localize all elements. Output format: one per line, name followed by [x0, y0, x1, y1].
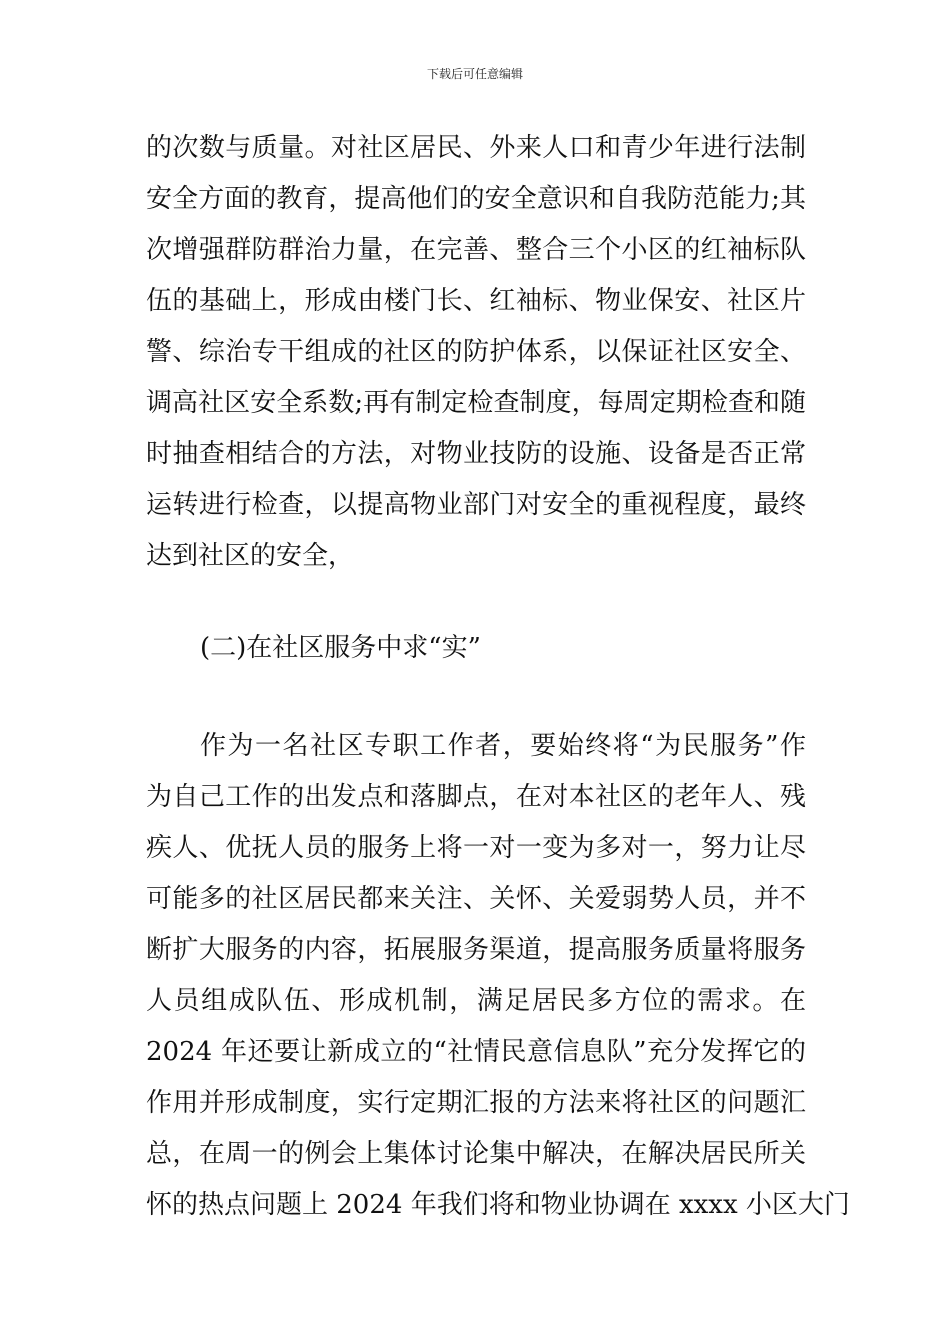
text-line: 时抽查相结合的方法，对物业技防的设施、设备是否正常	[146, 439, 806, 469]
text-line: 人员组成队伍、形成机制，满足居民多方位的需求。在	[146, 986, 806, 1016]
text-line: 2024 年还要让新成立的“社情民意信息队”充分发挥它的	[146, 1037, 806, 1067]
text-line: 伍的基础上，形成由楼门长、红袖标、物业保安、社区片	[146, 286, 806, 316]
text-line: 疾人、优抚人员的服务上将一对一变为多对一，努力让尽	[146, 833, 806, 863]
text-line: 达到社区的安全，	[146, 541, 355, 571]
text-line: 次增强群防群治力量，在完善、整合三个小区的红袖标队	[146, 235, 806, 265]
text-line: 怀的热点问题上 2024 年我们将和物业协调在 xxxx 小区大门	[146, 1190, 850, 1220]
text-line: 运转进行检查，以提高物业部门对安全的重视程度，最终	[146, 490, 806, 520]
paragraph-service	[146, 721, 850, 1231]
section-heading: (二)在社区服务中求“实”	[200, 633, 481, 663]
paragraph-security	[146, 123, 806, 582]
text-line: 安全方面的教育，提高他们的安全意识和自我防范能力;其	[146, 184, 806, 214]
text-line: 断扩大服务的内容，拓展服务渠道，提高服务质量将服务	[146, 935, 806, 965]
text-line: 作用并形成制度，实行定期汇报的方法来将社区的问题汇	[146, 1088, 806, 1118]
text-line: 总，在周一的例会上集体讨论集中解决，在解决居民所关	[146, 1139, 806, 1169]
text-line: 警、综治专干组成的社区的防护体系，以保证社区安全、	[146, 337, 806, 367]
text-line: 调高社区安全系数;再有制定检查制度，每周定期检查和随	[146, 388, 806, 418]
page-header-note: 下载后可任意编辑	[426, 67, 523, 81]
text-line: 可能多的社区居民都来关注、关怀、关爱弱势人员，并不	[146, 884, 806, 914]
text-line: 为自己工作的出发点和落脚点，在对本社区的老年人、残	[146, 782, 806, 812]
text-line: 的次数与质量。对社区居民、外来人口和青少年进行法制	[146, 133, 806, 163]
text-line: 作为一名社区专职工作者，要始终将“为民服务”作	[200, 731, 806, 761]
